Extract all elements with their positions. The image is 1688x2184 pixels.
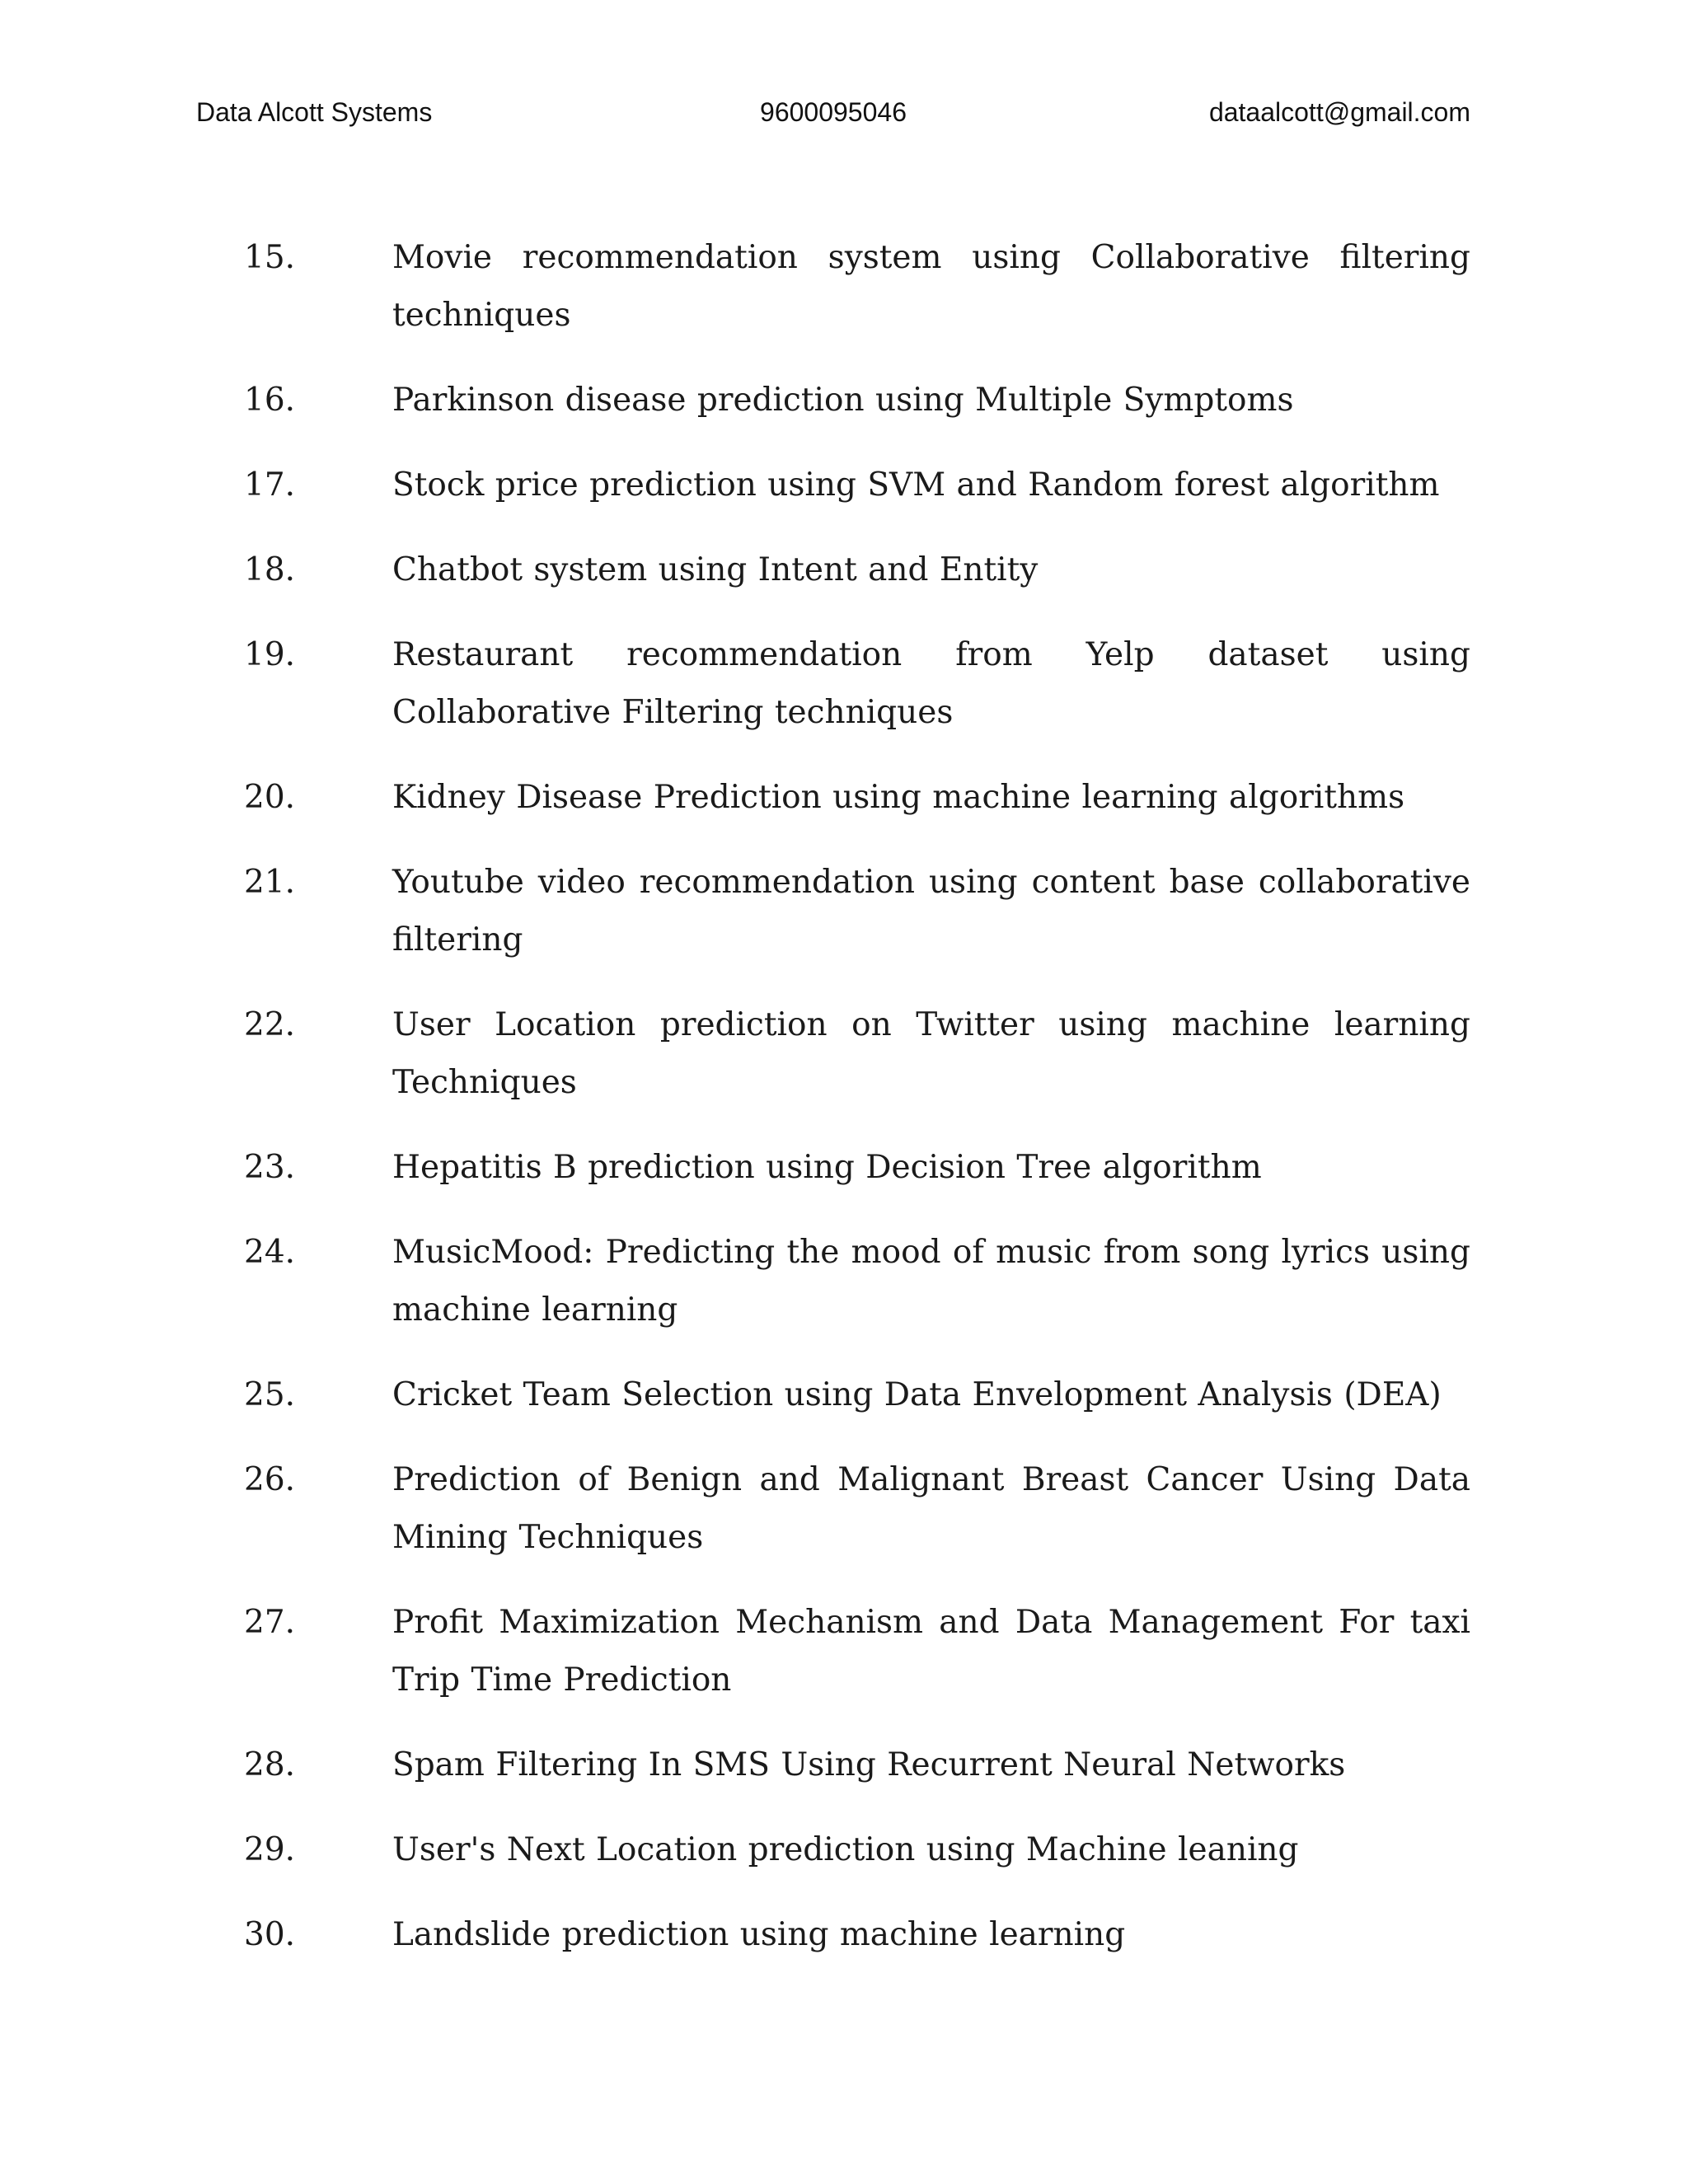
item-title: User's Next Location prediction using Machine leaning [392,1831,1299,1868]
list-item [244,1736,1470,1794]
item-number: 15. [244,239,296,276]
item-number: 28. [244,1746,296,1783]
item-number: 18. [244,551,296,588]
list-item [244,854,1470,969]
item-title: Chatbot system using Intent and Entity [392,551,1039,588]
email-address: dataalcott@gmail.com [1208,97,1470,127]
item-number: 20. [244,779,296,816]
list-item [244,1451,1470,1567]
phone-number: 9600095046 [760,97,907,127]
item-title: Profit Maximization Mechanism and Data Management For taxi Trip Time Prediction [392,1604,1470,1699]
item-title: Youtube video recommendation using content base collaborative filtering [392,864,1470,958]
company-name: Data Alcott Systems [196,97,433,127]
item-title: MusicMood: Predicting the mood of music from song lyrics using machine learning [392,1234,1470,1329]
item-number: 27. [244,1604,296,1641]
item-number: 29. [244,1831,296,1868]
item-number: 19. [244,636,296,673]
list-item [244,457,1470,514]
item-title: Prediction of Benign and Malignant Breast Cancer Using Data Mining Techniques [392,1461,1470,1556]
list-item [244,769,1470,827]
item-title: Landslide prediction using machine learning [392,1916,1126,1953]
item-number: 17. [244,466,296,504]
item-number: 16. [244,382,296,419]
item-number: 24. [244,1234,296,1271]
item-number: 21. [244,864,296,901]
item-title: Stock price prediction using SVM and Random forest algorithm [392,466,1440,504]
item-number: 22. [244,1006,296,1043]
item-title: Restaurant recommendation from Yelp dataset using Collaborative Filtering techniques [392,636,1470,731]
list-item [244,626,1470,742]
item-number: 30. [244,1916,296,1953]
item-title: User Location prediction on Twitter using machine learning Techniques [392,1006,1470,1101]
item-title: Kidney Disease Prediction using machine learning algorithms [392,779,1405,816]
list-item [244,541,1470,599]
item-title: Cricket Team Selection using Data Envelopment Analysis (DEA) [392,1376,1442,1413]
item-number: 23. [244,1149,296,1186]
item-title: Movie recommendation system using Collaborative filtering techniques [392,239,1470,334]
item-title: Spam Filtering In SMS Using Recurrent Neural Networks [392,1746,1346,1783]
list-item [244,1139,1470,1197]
list-item [244,372,1470,429]
list-item [244,1821,1470,1879]
list-item [244,1906,1470,1964]
item-title: Hepatitis B prediction using Decision Tree algorithm [392,1149,1262,1186]
list-item [244,229,1470,344]
item-number: 25. [244,1376,296,1413]
list-item [244,996,1470,1112]
list-item [244,1224,1470,1339]
project-list [244,229,1470,1991]
page-header [196,97,1470,138]
list-item [244,1594,1470,1709]
list-item [244,1366,1470,1424]
item-title: Parkinson disease prediction using Multiple Symptoms [392,382,1294,419]
item-number: 26. [244,1461,296,1498]
